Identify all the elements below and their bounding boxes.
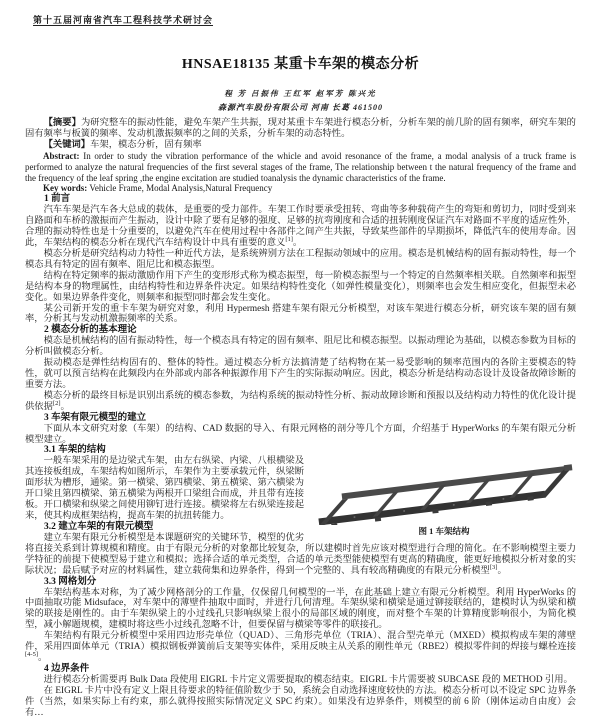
body-paragraph: 车架结构有限元分析模型中采用四边形壳单位（QUAD）、三角形壳单位（TRIA）、混合型壳单元（MXED）模拟构成车架的薄壁件，采用四面体单元（TRIA）模拟钢板弹簧前后支架等实体件，采用反映主从关系的刚性单元（RBE2）模拟零件间的焊接与螺栓连接[4-5]。	[25, 631, 576, 663]
body-paragraph: 模态分析是研究结构动力特性一种近代方法，是系统辨别方法在工程振动领域中的应用。模态是机械结构的固有振动特性，每一个模态具有特定的固有频率、阻尼比和模态振型。	[25, 248, 576, 270]
figure-caption: 图 1 车架结构	[418, 526, 470, 537]
section-heading: 3.1 车架的结构	[44, 445, 106, 456]
abstract-en	[25, 151, 576, 184]
section-heading: 3.2 建立车架的有限元模型	[44, 521, 154, 532]
keywords-en-text: Vehicle Frame, Modal Analysis,Natural Frequency	[87, 183, 273, 194]
keywords-cn-label: 【关键词】	[43, 139, 91, 150]
section-heading: 3.3 网格划分	[44, 576, 97, 587]
abstract-cn-text: 为研究整车的振动性能，避免车架产生共振，现对某重卡车架进行模态分析，分析车架的前几阶的固有频率，研究车架的固有频率与板簧的频率、发动机激振频率的之间的关系，分析车架的动态特性。	[25, 118, 576, 139]
section-heading: 4 边界条件	[44, 663, 90, 674]
paper-title: HNSAE18135 某重卡车架的模态分析	[181, 57, 420, 72]
document-body	[25, 194, 576, 718]
body-paragraph: 在 EIGRL 卡片中没有定义上限且待要求的特征值阶数少于 50，系统会自动选择速度较快的方法。模态分析可以不设定 SPC 边界条件（当然，如果实际上有约束，那么就得按照实际情况定义 SPC 约束）。如果没有边界条件，则模型的前 6 阶（刚体运动自由度）会有…	[25, 685, 576, 718]
affiliation-line: 森源汽车股份有限公司 河南 长葛 461500	[218, 103, 383, 112]
keywords-cn-text: 车架，模态分析，固有频率	[90, 139, 202, 150]
keywords-cn	[25, 140, 576, 151]
body-paragraph: 车架结构基本对称，为了减少网格剖分的工作量，仅保留几何模型的一半，在此基础上建立有限元分析模型。利用 HyperWorks 的中面抽取功能 Midsuface，对车架中的薄壁件抽取中面时，并进行几何清理。车架纵梁和横梁是通过铆接联结的，建模时认为纵梁和横梁的联接是刚性的。由于车架纵梁上的小过线孔只影响纵梁上很小的局部区域的刚度，而对整个车架的计算精度影响很小，为简化模型，减小解题规模，建模时将这些小过线孔忽略不计，但要保留与横梁等零件的联接孔。	[25, 587, 576, 631]
body-paragraph: 振动模态是弹性结构固有的、整体的特性。通过模态分析方法搞清楚了结构物在某一易受影响的频率范围内的各阶主要模态的特性，就可以预言结构在此频段内在外部或内部各种振源作用下产生的实际振动响应。因此，模态分析是结构动态设计及设备故障诊断的重要方法。	[25, 358, 576, 390]
truck-frame-image	[312, 457, 576, 525]
section-heading: 1 前言	[44, 194, 71, 205]
abstract-en-label: Abstract:	[43, 150, 80, 161]
body-paragraph: 建立车架有限元分析模型是本课题研究的关键环节，模型的优劣将直接关系到计算规模和精度。由于有限元分析的对象都比较复杂，所以建模时首先应该对模型进行合理的简化。在不影响模型主要力学特征的前提下使模型易于建立和模拟；选择合适的单元类型，合适的单元类型能使模型有更高的精确度，能更好地模拟分析对象的实际状况；最后赋予对应的材料属性，建立载荷集和边界条件，得到一个完整的、具有较高精确度的有限元分析模型[3]。	[25, 532, 576, 576]
body-paragraph: 模态是机械结构的固有振动特性，每一个模态具有特定的固有频率、阻尼比和模态振型。以振动理论为基础，以模态参数为目标的分析叫做模态分析。	[25, 336, 576, 358]
abstract-cn	[25, 118, 576, 140]
abstract-en-text: In order to study the vibration performance of the whicle and avoid resonance of the frame, a modal analysis of a truck frame is performed to analyze the natural frequencies of the first several stages of the frame, The relationship between t the natural frequency of the frame and the frequency of the leaf spring ,the engine excitation are studied toanalysis the dynamic characteristics of the frame.	[25, 150, 576, 183]
section-heading: 3 车架有限元模型的建立	[44, 412, 147, 423]
body-paragraph: 一般车架采用的是边梁式车架，由左右纵梁、内梁、八根横梁及其连接板组成，车架结构如图所示，车架作为主要承载元件，纵梁断面形状为槽形，通梁。第一横梁、第四横梁、第五横梁、第六横梁为开口梁且第四横梁、第五横梁为两根开口梁组合而成，并且带有连接板。开口横梁和纵梁之间使用铆钉进行连接。横梁将左右纵梁连接起来，使其构成框架结构，提高车架的抗扭转能力。	[25, 456, 304, 521]
conference-header: 第十五届河南省汽车工程科技学术研讨会	[33, 15, 214, 25]
frame-structure-figure	[312, 457, 576, 537]
author-line: 程 芳 吕振伟 王红军 赵军芳 陈兴光	[224, 89, 377, 98]
body-paragraph: 某公司新开发的重卡车架为研究对象，利用 Hypermesh 搭建车架有限元分析模型，对该车架进行模态分析，研究该车架的固有频率，分析其与发动机激振频率的关系。	[25, 303, 576, 325]
abstract-block	[25, 118, 576, 194]
body-paragraph: 结构在特定频率的振动激励作用下产生的变形形式称为模态振型，每一阶模态振型与一个特定的自然频率相关联。自然频率和振型是结构本身的物理属性，由结构特性和边界条件决定。如果结构特性变化（如弹性模量变化），则频率也会发生相应变化，但振型未必变化。如果边界条件变化，则频率和振型同时都会发生变化。	[25, 270, 576, 303]
section-heading: 2 模态分析的基本理论	[44, 325, 137, 336]
abstract-cn-label: 【摘要】	[43, 118, 81, 128]
keywords-en-label: Key words:	[43, 183, 88, 194]
body-paragraph: 模态分析的最终目标是识别出系统的模态参数，为结构系统的振动特性分析、振动故障诊断和预报以及结构动力特性的优化设计提供依据[2]。	[25, 390, 576, 412]
body-paragraph: 下面从本文研究对象（车架）的结构、CAD 数据的导入、有限元网格的剖分等几个方面，介绍基于 HyperWorks 的车架有限元分析模型建立。	[25, 423, 576, 445]
keywords-en	[25, 183, 576, 194]
body-paragraph: 进行模态分析需要再 Bulk Data 段使用 EIGRL 卡片定义需要提取的模态结束。EIGRL 卡片需要被 SUBCASE 段的 METHOD 引用。	[43, 674, 573, 685]
body-paragraph: 汽车车架是汽车各大总成的载体，是重要的受力部件。车架工作时要承受扭转、弯曲等多种载荷产生的弯矩和剪切力，同时受到来自路面和车桥的激振而产生振动，设计中除了要有足够的强度、足够的抗弯刚度和合适的扭转刚度保证汽车对路面不平度的适应性外，合理的振动特性也是十分重要的，以避免汽车在使用过程中各部件之间产生共振，导致某些部件的早期损坏，降低汽车的使用寿命。因此，车架结构的模态分析在现代汽车结构设计中具有重要的意义[1]。	[25, 205, 576, 249]
